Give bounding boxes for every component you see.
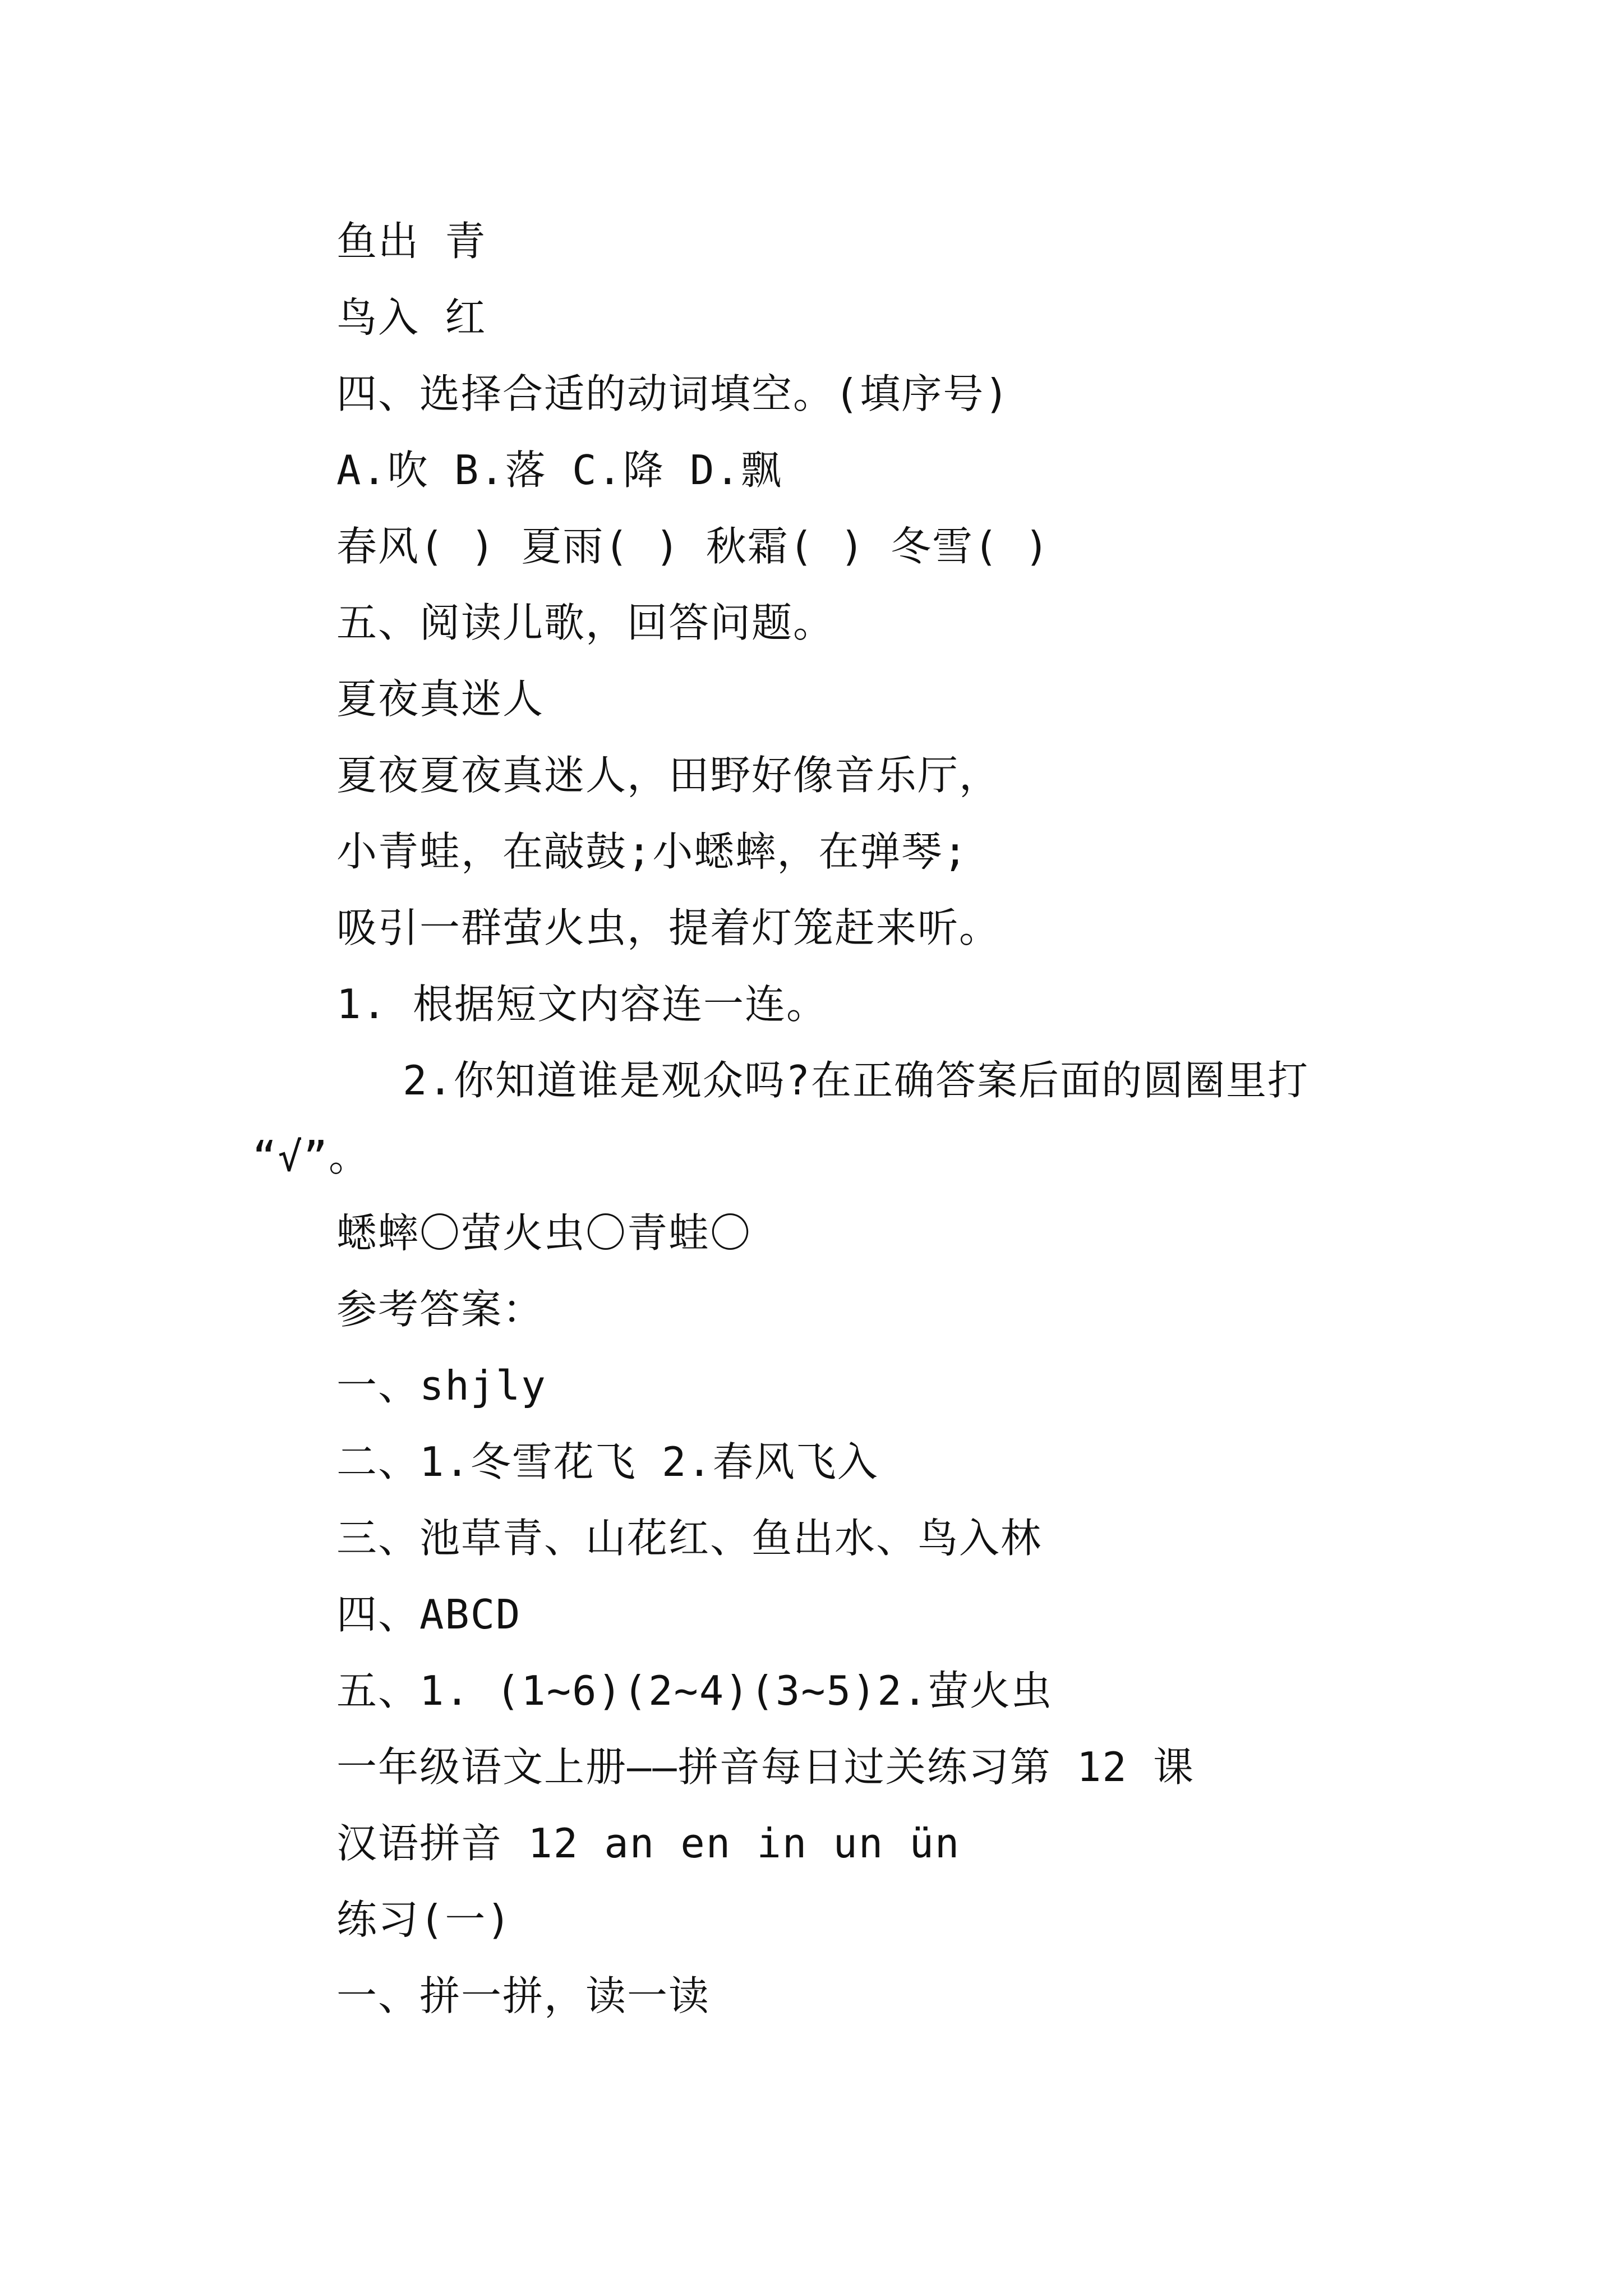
fill-blank-line: 春风( ) 夏雨( ) 秋霜( ) 冬雪( ): [336, 523, 1050, 570]
poem-line-3: 吸引一群萤火虫，提着灯笼赶来听。: [336, 904, 1001, 951]
answers-heading: 参考答案：: [336, 1286, 545, 1333]
poem-title: 夏夜真迷人: [336, 675, 545, 723]
question-2-continued: “√”。: [252, 1133, 371, 1180]
section-four-heading: 四、选择合适的动词填空。(填序号): [336, 370, 1010, 417]
exercise-heading: 练习(一): [336, 1896, 512, 1943]
answer-options: 蟋蟀〇萤火虫〇青蛙〇: [336, 1209, 752, 1257]
lesson-subtitle: 汉语拼音 12 an en in un ün: [336, 1820, 961, 1867]
answer-5: 五、1. (1~6)(2~4)(3~5)2.萤火虫: [336, 1667, 1053, 1714]
text-line-2: 鸟入 红: [336, 294, 487, 341]
answer-3: 三、池草青、山花红、鱼出水、鸟入林: [336, 1515, 1043, 1562]
answer-2: 二、1.冬雪花飞 2.春风飞入: [336, 1438, 879, 1485]
exercise-item-1: 一、拼一拼，读一读: [336, 1972, 711, 2019]
lesson-title: 一年级语文上册——拼音每日过关练习第 12 课: [336, 1743, 1195, 1791]
poem-line-1: 夏夜夏夜真迷人，田野好像音乐厅，: [336, 752, 1001, 799]
answer-4: 四、ABCD: [336, 1591, 522, 1638]
section-five-heading: 五、阅读儿歌，回答问题。: [336, 599, 835, 646]
question-1: 1. 根据短文内容连一连。: [336, 981, 828, 1028]
verb-options: A.吹 B.落 C.降 D.飘: [336, 447, 782, 494]
poem-line-2: 小青蛙，在敲鼓;小蟋蟀，在弹琴;: [336, 828, 969, 875]
question-2: 2.你知道谁是观众吗?在正确答案后面的圆圈里打: [403, 1057, 1310, 1104]
answer-1: 一、shjly: [336, 1362, 547, 1409]
text-line-1: 鱼出 青: [336, 218, 487, 265]
